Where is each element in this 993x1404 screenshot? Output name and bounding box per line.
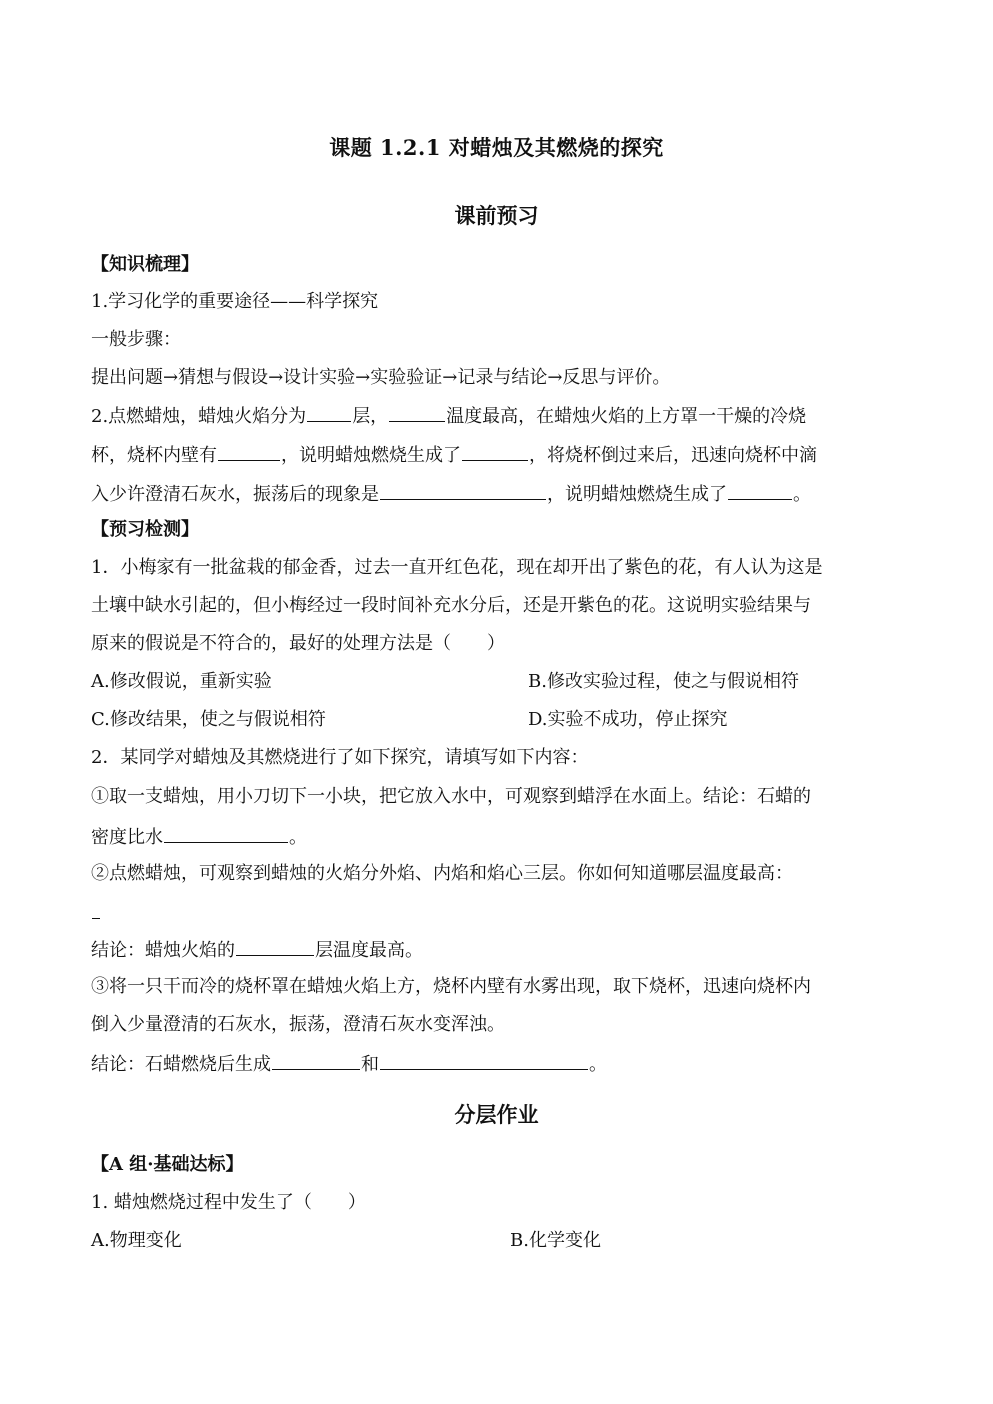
text-segment: 杯，烧杯内壁有 xyxy=(91,445,217,466)
option-c[interactable]: C.修改结果，使之与假说相符 xyxy=(91,709,326,730)
text-segment: 结论：蜡烛火焰的 xyxy=(91,940,235,961)
option-a[interactable]: A.修改假说，重新实验 xyxy=(91,671,272,692)
group-a-question-1: 1. 蜡烛燃烧过程中发生了（ ） xyxy=(91,1192,366,1213)
text-segment: 入少许澄清石灰水，振荡后的现象是 xyxy=(91,484,379,505)
step-2-conclusion xyxy=(91,937,911,963)
text-segment: 。 xyxy=(589,1054,607,1075)
answer-blank[interactable] xyxy=(164,824,288,843)
text-segment: 结论：石蜡燃烧后生成 xyxy=(91,1054,271,1075)
answer-blank[interactable] xyxy=(236,937,314,956)
homework-heading: 分层作业 xyxy=(454,1102,539,1127)
preview-heading: 课前预习 xyxy=(454,203,539,228)
step-2-line-1: ②点燃蜡烛，可观察到蜡烛的火焰分外焰、内焰和焰心三层。你如何知道哪层温度最高： xyxy=(91,863,793,884)
step-3-conclusion xyxy=(91,1051,911,1077)
question-1-line-2: 土壤中缺水引起的，但小梅经过一段时间补充水分后，还是开紫色的花。这说明实验结果与 xyxy=(91,595,811,616)
step-3-line-1: ③将一只干而冷的烧杯罩在蜡烛火焰上方，烧杯内壁有水雾出现，取下烧杯，迅速向烧杯内 xyxy=(91,976,811,997)
question-2-intro: 2．某同学对蜡烛及其燃烧进行了如下探究，请填写如下内容： xyxy=(91,747,589,768)
knowledge-item-1: 1.学习化学的重要途径——科学探究 xyxy=(91,291,379,312)
group-a-option-b[interactable]: B.化学变化 xyxy=(510,1230,601,1251)
step-2-answer-line xyxy=(91,900,911,926)
text-segment: 温度最高，在蜡烛火焰的上方罩一干燥的冷烧 xyxy=(446,406,807,427)
text-segment: 层温度最高。 xyxy=(315,940,423,961)
question-1-line-1: 1．小梅家有一批盆栽的郁金香，过去一直开红色花，现在却开出了紫色的花，有人认为这是 xyxy=(91,557,823,578)
knowledge-label: 【知识梳理】 xyxy=(91,254,199,275)
step-3-line-2: 倒入少量澄清的石灰水，振荡，澄清石灰水变浑浊。 xyxy=(91,1014,505,1035)
text-segment: 层， xyxy=(352,406,389,427)
answer-blank[interactable] xyxy=(218,442,280,461)
text-segment: 2.点燃蜡烛，蜡烛火焰分为 xyxy=(91,406,307,427)
step-1-line-1: ①取一支蜡烛，用小刀切下一小块，把它放入水中，可观察到蜡浮在水面上。结论：石蜡的 xyxy=(91,786,811,807)
knowledge-item-2-line-1 xyxy=(91,403,911,429)
text-segment: 和 xyxy=(361,1054,379,1075)
text-segment: ，说明蜡烛燃烧生成了 xyxy=(547,484,727,505)
answer-blank[interactable] xyxy=(380,1051,588,1070)
answer-blank[interactable] xyxy=(380,481,546,500)
answer-blank[interactable] xyxy=(389,403,445,422)
steps-text: 提出问题→猜想与假设→设计实验→实验验证→记录与结论→反思与评价。 xyxy=(91,367,671,388)
knowledge-item-2-line-2 xyxy=(91,442,911,468)
text-segment: 密度比水 xyxy=(91,827,163,848)
preview-check-label: 【预习检测】 xyxy=(91,519,199,540)
knowledge-item-2-line-3 xyxy=(91,481,911,507)
text-segment: 。 xyxy=(289,827,307,848)
text-segment: ，说明蜡烛燃烧生成了 xyxy=(281,445,461,466)
text-segment: ，将烧杯倒过来后，迅速向烧杯中滴 xyxy=(529,445,817,466)
answer-blank[interactable] xyxy=(462,442,528,461)
answer-blank[interactable] xyxy=(307,403,351,422)
option-b[interactable]: B.修改实验过程，使之与假说相符 xyxy=(528,671,799,692)
step-1-line-2 xyxy=(91,824,911,850)
answer-blank[interactable] xyxy=(728,481,792,500)
answer-blank[interactable] xyxy=(272,1051,360,1070)
option-d[interactable]: D.实验不成功，停止探究 xyxy=(528,709,728,730)
group-a-option-a[interactable]: A.物理变化 xyxy=(91,1230,182,1251)
group-a-label: 【A 组·基础达标】 xyxy=(91,1154,244,1175)
answer-blank[interactable] xyxy=(92,900,100,919)
document-title: 课题 1.2.1 对蜡烛及其燃烧的探究 xyxy=(329,135,664,160)
question-1-line-3: 原来的假说是不符合的，最好的处理方法是（ ） xyxy=(91,633,505,654)
steps-label: 一般步骤： xyxy=(91,329,181,350)
text-segment: 。 xyxy=(793,484,811,505)
